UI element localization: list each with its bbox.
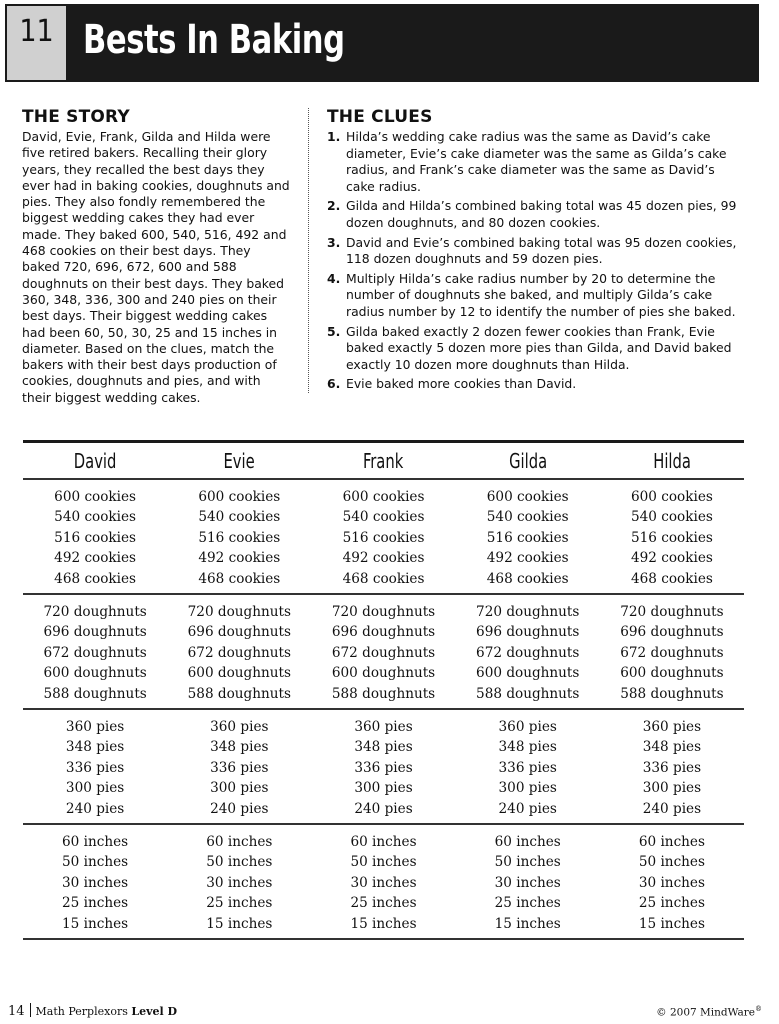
grid-row xyxy=(23,602,744,623)
grid-option-hilda[interactable]: 336 pies xyxy=(642,759,702,776)
baker-name-gilda: Gilda xyxy=(508,448,547,473)
grid-option-gilda[interactable]: 672 doughnuts xyxy=(476,644,580,661)
grid-option-evie[interactable]: 240 pies xyxy=(210,800,269,817)
clue-item xyxy=(327,271,747,321)
grid-group-cookies xyxy=(23,480,744,594)
grid-option-evie[interactable]: 672 doughnuts xyxy=(187,644,291,661)
grid-option-gilda[interactable]: 588 doughnuts xyxy=(476,685,580,702)
grid-row xyxy=(23,507,744,528)
grid-option-gilda[interactable]: 600 doughnuts xyxy=(476,665,580,682)
story-text: David, Evie, Frank, Gilda and Hilda were five retired bakers. Recalling their glory years, they recalled the best days they ever had in baking cookies, doughnuts and pies. They also fondly remembered the biggest wedding cakes they had ever made. They baked 600, 540, 516, 492 and 468 cookies on their best days. They baked 720, 696, 672, 600 and 588 doughnuts on their best days. They baked 360, 348, 336, 300 and 240 pies on their best days. Their biggest wedding cakes had been 60, 50, 30, 25 and 15 inches in diameter. Based on the clues, match the bakers with their best days production of cookies, doughnuts and pies, and with their biggest wedding cakes. xyxy=(22,129,290,405)
grid-option-hilda[interactable]: 30 inches xyxy=(638,874,705,891)
footer-book-info xyxy=(8,1003,177,1019)
grid-option-david[interactable]: 600 doughnuts xyxy=(43,665,147,682)
clue-list xyxy=(327,129,747,393)
story-heading: THE STORY xyxy=(22,107,130,127)
clue-number: 2. xyxy=(327,198,341,214)
footer-separator xyxy=(30,1003,31,1017)
clues-section xyxy=(327,107,747,396)
copyright-text: © 2007 MindWare xyxy=(656,1006,755,1019)
grid-option-hilda[interactable]: 50 inches xyxy=(638,854,705,871)
grid-row xyxy=(23,873,744,894)
column-divider xyxy=(308,108,309,393)
grid-option-david[interactable]: 25 inches xyxy=(62,895,129,912)
grid-row xyxy=(23,528,744,549)
grid-option-evie[interactable]: 25 inches xyxy=(206,895,273,912)
clue-text: Gilda and Hilda’s combined baking total was 45 dozen pies, 99 dozen doughnuts, and 80 dozen cookies. xyxy=(346,198,737,230)
grid-option-frank[interactable]: 468 cookies xyxy=(342,570,425,587)
grid-option-frank[interactable]: 720 doughnuts xyxy=(331,603,436,620)
baker-name-row xyxy=(23,443,744,478)
copyright xyxy=(656,1005,762,1019)
grid-option-david[interactable]: 15 inches xyxy=(62,915,129,932)
clue-number: 6. xyxy=(327,376,341,392)
clue-number: 3. xyxy=(327,234,341,250)
grid-option-hilda[interactable]: 720 doughnuts xyxy=(620,603,724,620)
grid-option-david[interactable]: 600 cookies xyxy=(54,488,137,505)
grid-option-hilda[interactable]: 588 doughnuts xyxy=(620,685,724,702)
grid-option-evie[interactable]: 720 doughnuts xyxy=(187,603,291,620)
grid-option-david[interactable]: 240 pies xyxy=(65,800,125,817)
grid-groups xyxy=(23,480,744,940)
grid-option-hilda[interactable]: 15 inches xyxy=(638,915,705,932)
grid-option-gilda[interactable]: 50 inches xyxy=(494,854,561,871)
grid-option-frank[interactable]: 15 inches xyxy=(350,915,417,932)
grid-option-frank[interactable]: 540 cookies xyxy=(342,509,425,526)
page-number: 14 xyxy=(8,1004,25,1019)
grid-option-david[interactable]: 348 pies xyxy=(65,739,125,756)
clue-item xyxy=(327,129,747,195)
grid-option-david[interactable]: 60 inches xyxy=(62,833,129,850)
grid-option-frank[interactable]: 600 doughnuts xyxy=(331,665,436,682)
clue-number: 4. xyxy=(327,270,341,286)
grid-option-david[interactable]: 50 inches xyxy=(62,854,129,871)
grid-option-frank[interactable]: 600 cookies xyxy=(342,488,425,505)
header-bar xyxy=(5,4,759,82)
grid-option-evie[interactable]: 468 cookies xyxy=(198,570,281,587)
clue-item xyxy=(327,376,747,393)
grid-group-doughnuts xyxy=(23,595,744,709)
grid-option-david[interactable]: 516 cookies xyxy=(54,529,137,546)
grid-option-frank[interactable]: 516 cookies xyxy=(342,529,425,546)
grid-option-evie[interactable]: 516 cookies xyxy=(198,529,281,546)
grid-option-evie[interactable]: 348 pies xyxy=(210,739,269,756)
grid-option-gilda[interactable]: 25 inches xyxy=(494,895,561,912)
grid-option-hilda[interactable]: 468 cookies xyxy=(630,570,713,587)
grid-option-gilda[interactable]: 336 pies xyxy=(498,759,557,776)
grid-row xyxy=(23,663,744,684)
grid-option-hilda[interactable]: 300 pies xyxy=(642,780,702,797)
grid-option-evie[interactable]: 30 inches xyxy=(206,874,273,891)
baker-name-frank: Frank xyxy=(363,448,404,473)
grid-option-gilda[interactable]: 30 inches xyxy=(494,874,561,891)
grid-option-frank[interactable]: 240 pies xyxy=(354,800,413,817)
clue-item xyxy=(327,235,747,268)
clue-text: Multiply Hilda’s cake radius number by 20 to determine the number of doughnuts she baked, and multiply Gilda’s cake radius number by 12 to identify the number of pies she baked. xyxy=(346,270,736,319)
grid-row xyxy=(23,893,744,914)
grid-option-hilda[interactable]: 492 cookies xyxy=(630,550,713,567)
puzzle-title: Bests In Baking xyxy=(83,17,345,63)
grid-option-evie[interactable]: 60 inches xyxy=(206,833,273,850)
grid-option-hilda[interactable]: 25 inches xyxy=(638,895,705,912)
grid-option-frank[interactable]: 336 pies xyxy=(354,759,413,776)
grid-option-gilda[interactable]: 240 pies xyxy=(498,800,557,817)
grid-option-frank[interactable]: 360 pies xyxy=(354,718,413,735)
grid-option-david[interactable]: 672 doughnuts xyxy=(43,644,147,661)
grid-option-david[interactable]: 492 cookies xyxy=(54,550,137,567)
grid-row xyxy=(23,717,744,738)
clue-text: David and Evie’s combined baking total was 95 dozen cookies, 118 dozen doughnuts and 59 dozen pies. xyxy=(346,234,737,267)
grid-option-frank[interactable]: 696 doughnuts xyxy=(331,624,436,641)
grid-row xyxy=(23,643,744,664)
grid-option-frank[interactable]: 672 doughnuts xyxy=(331,644,436,661)
clue-number: 5. xyxy=(327,323,341,339)
grid-option-hilda[interactable]: 240 pies xyxy=(642,800,702,817)
grid-option-david[interactable]: 336 pies xyxy=(65,759,125,776)
grid-option-gilda[interactable]: 516 cookies xyxy=(486,529,569,546)
grid-row xyxy=(23,569,744,590)
grid-option-hilda[interactable]: 696 doughnuts xyxy=(620,624,724,641)
grid-row xyxy=(23,852,744,873)
grid-option-gilda[interactable]: 360 pies xyxy=(498,718,557,735)
grid-option-gilda[interactable]: 348 pies xyxy=(498,739,557,756)
grid-row xyxy=(23,737,744,758)
clue-text: Evie baked more cookies than David. xyxy=(346,376,577,392)
grid-row xyxy=(23,799,744,820)
grid-option-evie[interactable]: 336 pies xyxy=(210,759,269,776)
grid-option-gilda[interactable]: 468 cookies xyxy=(486,570,569,587)
grid-option-hilda[interactable]: 600 doughnuts xyxy=(620,665,724,682)
clue-number: 1. xyxy=(327,129,341,144)
grid-option-evie[interactable]: 540 cookies xyxy=(198,509,281,526)
grid-option-david[interactable]: 30 inches xyxy=(62,874,129,891)
grid-option-gilda[interactable]: 492 cookies xyxy=(486,550,569,567)
grid-option-hilda[interactable]: 348 pies xyxy=(642,739,702,756)
clues-heading: THE CLUES xyxy=(327,107,433,127)
clue-item xyxy=(327,198,747,231)
grid-option-david[interactable]: 540 cookies xyxy=(54,509,137,526)
book-level: Level D xyxy=(131,1005,178,1018)
grid-option-frank[interactable]: 300 pies xyxy=(354,780,413,797)
grid-option-evie[interactable]: 360 pies xyxy=(210,718,269,735)
grid-option-evie[interactable]: 696 doughnuts xyxy=(187,624,291,641)
grid-group-pies xyxy=(23,710,744,824)
grid-option-david[interactable]: 360 pies xyxy=(65,718,125,735)
trademark-mark: ® xyxy=(755,1005,762,1013)
grid-row xyxy=(23,778,744,799)
grid-option-gilda[interactable]: 15 inches xyxy=(494,915,561,932)
grid-option-david[interactable]: 300 pies xyxy=(65,780,125,797)
clue-item xyxy=(327,324,747,374)
grid-option-evie[interactable]: 492 cookies xyxy=(198,550,281,567)
grid-option-gilda[interactable]: 540 cookies xyxy=(486,509,569,526)
grid-option-frank[interactable]: 50 inches xyxy=(350,854,417,871)
grid-row xyxy=(23,832,744,853)
grid-option-evie[interactable]: 600 cookies xyxy=(198,488,281,505)
grid-option-gilda[interactable]: 696 doughnuts xyxy=(476,624,580,641)
grid-option-evie[interactable]: 15 inches xyxy=(206,915,273,932)
grid-group-inches xyxy=(23,825,744,939)
answer-grid xyxy=(23,440,744,940)
grid-row xyxy=(23,548,744,569)
grid-option-gilda[interactable]: 720 doughnuts xyxy=(476,603,580,620)
baker-name-david: David xyxy=(73,448,117,473)
grid-option-hilda[interactable]: 360 pies xyxy=(642,718,702,735)
grid-option-evie[interactable]: 300 pies xyxy=(210,780,269,797)
grid-option-frank[interactable]: 588 doughnuts xyxy=(331,685,436,702)
grid-option-gilda[interactable]: 300 pies xyxy=(498,780,557,797)
grid-option-hilda[interactable]: 516 cookies xyxy=(630,529,713,546)
baker-name-hilda: Hilda xyxy=(653,448,691,473)
grid-option-hilda[interactable]: 600 cookies xyxy=(630,488,713,505)
book-title: Math Perplexors xyxy=(35,1005,128,1018)
baker-name-evie: Evie xyxy=(223,448,255,473)
grid-row xyxy=(23,622,744,643)
grid-row xyxy=(23,487,744,508)
grid-option-gilda[interactable]: 60 inches xyxy=(494,833,561,850)
grid-option-david[interactable]: 468 cookies xyxy=(54,570,137,587)
grid-option-frank[interactable]: 30 inches xyxy=(350,874,417,891)
grid-option-hilda[interactable]: 60 inches xyxy=(638,833,705,850)
grid-option-frank[interactable]: 60 inches xyxy=(350,833,417,850)
grid-group-rule xyxy=(23,938,744,940)
clue-text: Hilda’s wedding cake radius was the same as David’s cake diameter, Evie’s cake diameter was the same as Gilda’s cake radius, and Frank’s cake diameter was the same as David’s cake radius. xyxy=(346,129,727,194)
grid-option-gilda[interactable]: 600 cookies xyxy=(486,488,569,505)
grid-row xyxy=(23,684,744,705)
story-section xyxy=(22,107,292,406)
grid-row xyxy=(23,914,744,935)
grid-row xyxy=(23,758,744,779)
grid-option-evie[interactable]: 588 doughnuts xyxy=(187,685,291,702)
puzzle-number: 11 xyxy=(7,6,66,80)
grid-option-david[interactable]: 696 doughnuts xyxy=(43,624,147,641)
grid-option-hilda[interactable]: 672 doughnuts xyxy=(620,644,724,661)
grid-option-frank[interactable]: 25 inches xyxy=(350,895,417,912)
grid-option-frank[interactable]: 348 pies xyxy=(354,739,413,756)
grid-option-frank[interactable]: 492 cookies xyxy=(342,550,425,567)
grid-option-hilda[interactable]: 540 cookies xyxy=(630,509,713,526)
clue-text: Gilda baked exactly 2 dozen fewer cookies than Frank, Evie baked exactly 5 dozen more pies than Gilda, and David baked exactly 10 dozen more doughnuts than Hilda. xyxy=(346,323,732,372)
grid-option-david[interactable]: 720 doughnuts xyxy=(43,603,147,620)
grid-option-evie[interactable]: 50 inches xyxy=(206,854,273,871)
grid-option-david[interactable]: 588 doughnuts xyxy=(43,685,147,702)
grid-option-evie[interactable]: 600 doughnuts xyxy=(187,665,291,682)
